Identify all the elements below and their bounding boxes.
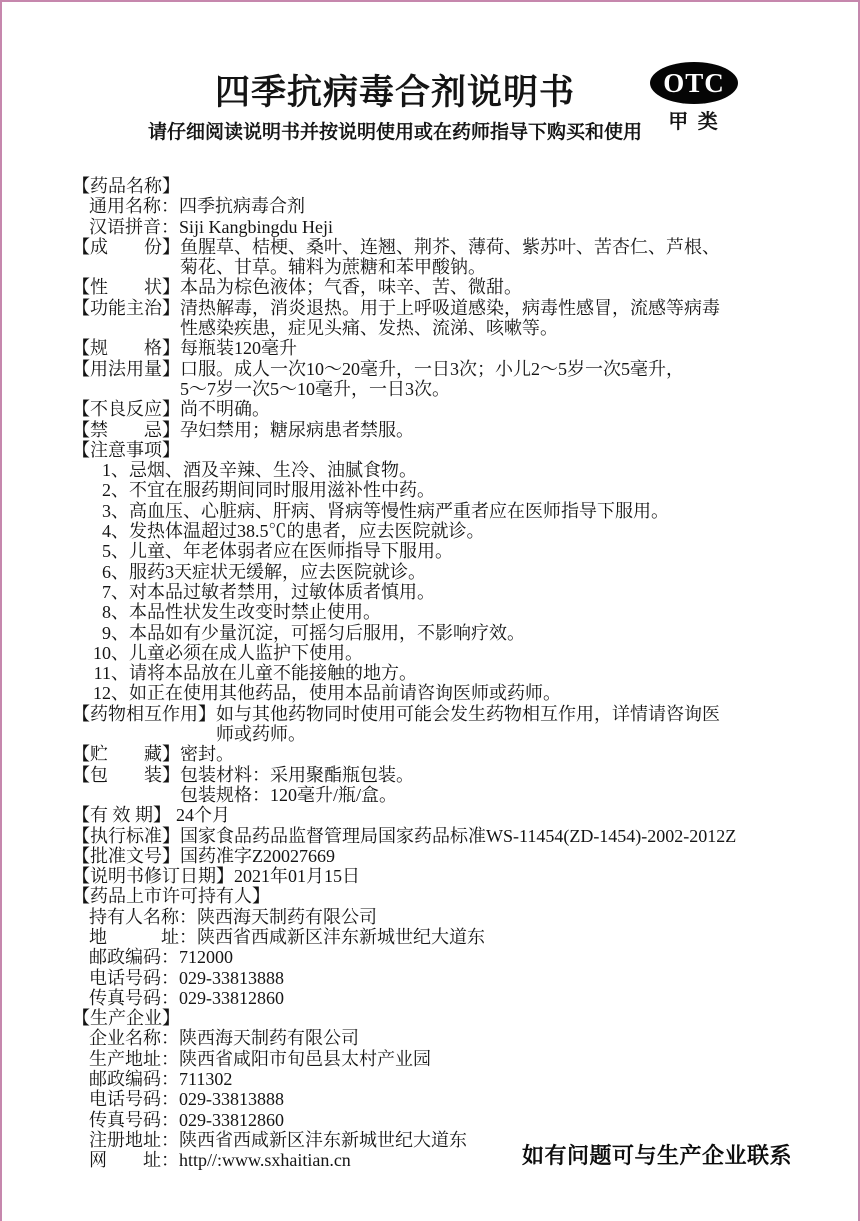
note-item — [82, 623, 820, 643]
note-text: 高血压、心脏病、肝病、肾病等慢性病严重者应在医师指导下服用。 — [129, 500, 669, 521]
note-number: 4、 — [102, 521, 129, 542]
section-label: 【性 状】 — [72, 277, 180, 298]
section-label: 【成 份】 — [72, 236, 180, 257]
section-row — [72, 866, 820, 886]
sub-line: 邮政编码：712000 — [89, 947, 233, 968]
note-number: 8、 — [102, 602, 129, 623]
section-content — [234, 866, 820, 886]
otc-label: OTC — [663, 67, 725, 98]
section-content — [180, 338, 820, 358]
content-line: 清热解毒，消炎退热。用于上呼吸道感染，病毒性感冒，流感等病毒 — [180, 297, 720, 318]
content-line: 5～7岁一次5～10毫升，一日3次。 — [180, 378, 450, 399]
section-row — [72, 744, 820, 764]
section-label: 【药品名称】 — [72, 176, 180, 196]
content-line: 国药准字Z20027669 — [180, 845, 335, 866]
section-content — [180, 399, 820, 419]
section-label: 【有 效 期】 — [72, 805, 171, 826]
content-line: 国家食品药品监督管理局国家药品标准WS-11454(ZD-1454)-2002-2012Z — [180, 825, 737, 846]
note-text: 儿童必须在成人监护下使用。 — [129, 642, 363, 663]
section-row — [72, 338, 820, 358]
leaflet-header — [2, 2, 858, 145]
read-instruction-subtitle: 请仔细阅读说明书并按说明使用或在药师指导下购买和使用 — [147, 122, 642, 143]
section-row — [72, 886, 820, 906]
sub-line: 传真号码：029-33812860 — [89, 1109, 284, 1130]
section-row — [72, 277, 820, 297]
note-number: 9、 — [102, 622, 129, 643]
section-label: 【用法用量】 — [72, 358, 180, 379]
content-line: 性感染疾患，症见头痛、发热、流涕、咳嗽等。 — [180, 318, 558, 339]
section-label: 【禁 忌】 — [72, 419, 180, 440]
section-label: 【药物相互作用】 — [72, 703, 216, 724]
content-line: 每瓶装120毫升 — [180, 338, 297, 359]
note-number: 3、 — [102, 500, 129, 521]
sub-line: 电话号码：029-33813888 — [89, 1089, 284, 1110]
note-text: 如正在使用其他药品，使用本品前请咨询医师或药师。 — [129, 683, 561, 704]
note-item — [82, 663, 820, 683]
sub-line: 汉语拼音：Siji Kangbingdu Heji — [89, 216, 333, 237]
section-row — [72, 420, 820, 440]
section-content — [180, 359, 820, 400]
note-number: 12、 — [93, 683, 129, 704]
note-text: 对本品过敏者禁用，过敏体质者慎用。 — [129, 581, 435, 602]
section-content — [176, 805, 820, 825]
sub-line: 地 址：陕西省西咸新区沣东新城世纪大道东 — [89, 926, 485, 947]
content-line: 2021年01月15日 — [234, 866, 360, 887]
section-content — [180, 277, 820, 297]
otc-badge — [648, 62, 740, 134]
content-line: 本品为棕色液体；气香，味辛、苦、微甜。 — [180, 277, 522, 298]
section-label: 【贮 藏】 — [72, 744, 180, 765]
note-text: 本品如有少量沉淀，可摇匀后服用，不影响疗效。 — [129, 622, 525, 643]
note-item — [82, 643, 820, 663]
section-label: 【生产企业】 — [72, 1008, 180, 1029]
section-content — [180, 765, 820, 806]
note-number: 5、 — [102, 541, 129, 562]
note-item — [82, 683, 820, 703]
section-label: 【注意事项】 — [72, 439, 180, 460]
content-line: 如与其他药物同时使用可能会发生药物相互作用，详情请咨询医 — [216, 703, 720, 724]
section-row — [72, 440, 820, 460]
section-content — [180, 744, 820, 764]
note-item — [82, 501, 820, 521]
section-label: 【包 装】 — [72, 764, 180, 785]
section-row — [72, 704, 820, 745]
note-item — [82, 602, 820, 622]
content-line: 孕妇禁用；糖尿病患者禁服。 — [180, 419, 414, 440]
note-item — [82, 480, 820, 500]
section-row — [72, 826, 820, 846]
note-item — [82, 521, 820, 541]
content-line: 师或药师。 — [216, 724, 306, 745]
section-row — [72, 359, 820, 400]
section-content — [180, 826, 820, 846]
section-row — [72, 237, 820, 278]
note-text: 不宜在服药期间同时服用滋补性中药。 — [129, 480, 435, 501]
note-number: 11、 — [93, 663, 129, 684]
section-label: 【执行标准】 — [72, 825, 180, 846]
note-item — [82, 582, 820, 602]
section-row — [72, 765, 820, 806]
section-label: 【不良反应】 — [72, 399, 180, 420]
content-line: 密封。 — [180, 744, 234, 765]
note-text: 发热体温超过38.5℃的患者，应去医院就诊。 — [129, 521, 485, 542]
note-text: 儿童、年老体弱者应在医师指导下服用。 — [129, 541, 453, 562]
sub-line: 传真号码：029-33812860 — [89, 987, 284, 1008]
section-row — [72, 298, 820, 339]
content-line: 包装规格：120毫升/瓶/盒。 — [180, 784, 398, 805]
note-text: 服药3天症状无缓解，应去医院就诊。 — [129, 561, 426, 582]
content-line: 菊花、甘草。辅料为蔗糖和苯甲酸钠。 — [180, 257, 486, 278]
note-text: 本品性状发生改变时禁止使用。 — [129, 602, 381, 623]
note-number: 2、 — [102, 480, 129, 501]
section-content — [180, 237, 820, 278]
otc-category-label: 甲 类 — [668, 111, 720, 133]
section-row — [72, 399, 820, 419]
content-line: 尚不明确。 — [180, 399, 270, 420]
sub-lines — [72, 907, 820, 1008]
section-row — [72, 805, 820, 825]
sub-line: 电话号码：029-33813888 — [89, 967, 284, 988]
note-number: 10、 — [93, 642, 129, 663]
note-item — [82, 562, 820, 582]
section-content — [216, 704, 820, 745]
note-number: 1、 — [102, 460, 129, 481]
note-number: 6、 — [102, 561, 129, 582]
content-line: 包装材料：采用聚酯瓶包装。 — [180, 764, 414, 785]
sub-line: 企业名称：陕西海天制药有限公司 — [89, 1028, 359, 1049]
section-content — [180, 420, 820, 440]
sub-line: 通用名称：四季抗病毒合剂 — [89, 196, 305, 217]
section-label: 【规 格】 — [72, 338, 180, 359]
note-text: 请将本品放在儿童不能接触的地方。 — [129, 663, 417, 684]
section-content — [180, 846, 820, 866]
sub-line: 生产地址：陕西省咸阳市旬邑县太村产业园 — [89, 1048, 431, 1069]
sub-line: 邮政编码：711302 — [89, 1069, 233, 1090]
drug-title: 四季抗病毒合剂说明书 — [214, 73, 575, 112]
section-row — [72, 846, 820, 866]
section-label: 【说明书修订日期】 — [72, 866, 234, 887]
contact-note: 如有问题可与生产企业联系 — [521, 1143, 792, 1168]
sections — [72, 176, 820, 1171]
sub-line: 注册地址：陕西省西咸新区沣东新城世纪大道东 — [89, 1129, 467, 1150]
content-line: 口服。成人一次10～20毫升，一日3次；小儿2～5岁一次5毫升， — [180, 358, 684, 379]
section-label: 【功能主治】 — [72, 297, 180, 318]
note-item — [82, 460, 820, 480]
note-text: 忌烟、酒及辛辣、生冷、油腻食物。 — [129, 460, 417, 481]
section-content — [180, 298, 820, 339]
section-label: 【药品上市许可持有人】 — [72, 886, 270, 907]
section-label: 【批准文号】 — [72, 845, 180, 866]
content-line: 24个月 — [176, 805, 230, 826]
content-line: 鱼腥草、桔梗、桑叶、连翘、荆芥、薄荷、紫苏叶、苦杏仁、芦根、 — [180, 236, 720, 257]
note-item — [82, 541, 820, 561]
section-row — [72, 176, 820, 196]
otc-ellipse-icon — [650, 62, 738, 104]
sub-line: 持有人名称：陕西海天制药有限公司 — [89, 906, 377, 927]
section-row — [72, 1008, 820, 1028]
sub-line: 网 址：http//:www.sxhaitian.cn — [89, 1150, 351, 1171]
note-number: 7、 — [102, 581, 129, 602]
notes-list — [72, 460, 820, 704]
sub-lines — [72, 196, 820, 237]
